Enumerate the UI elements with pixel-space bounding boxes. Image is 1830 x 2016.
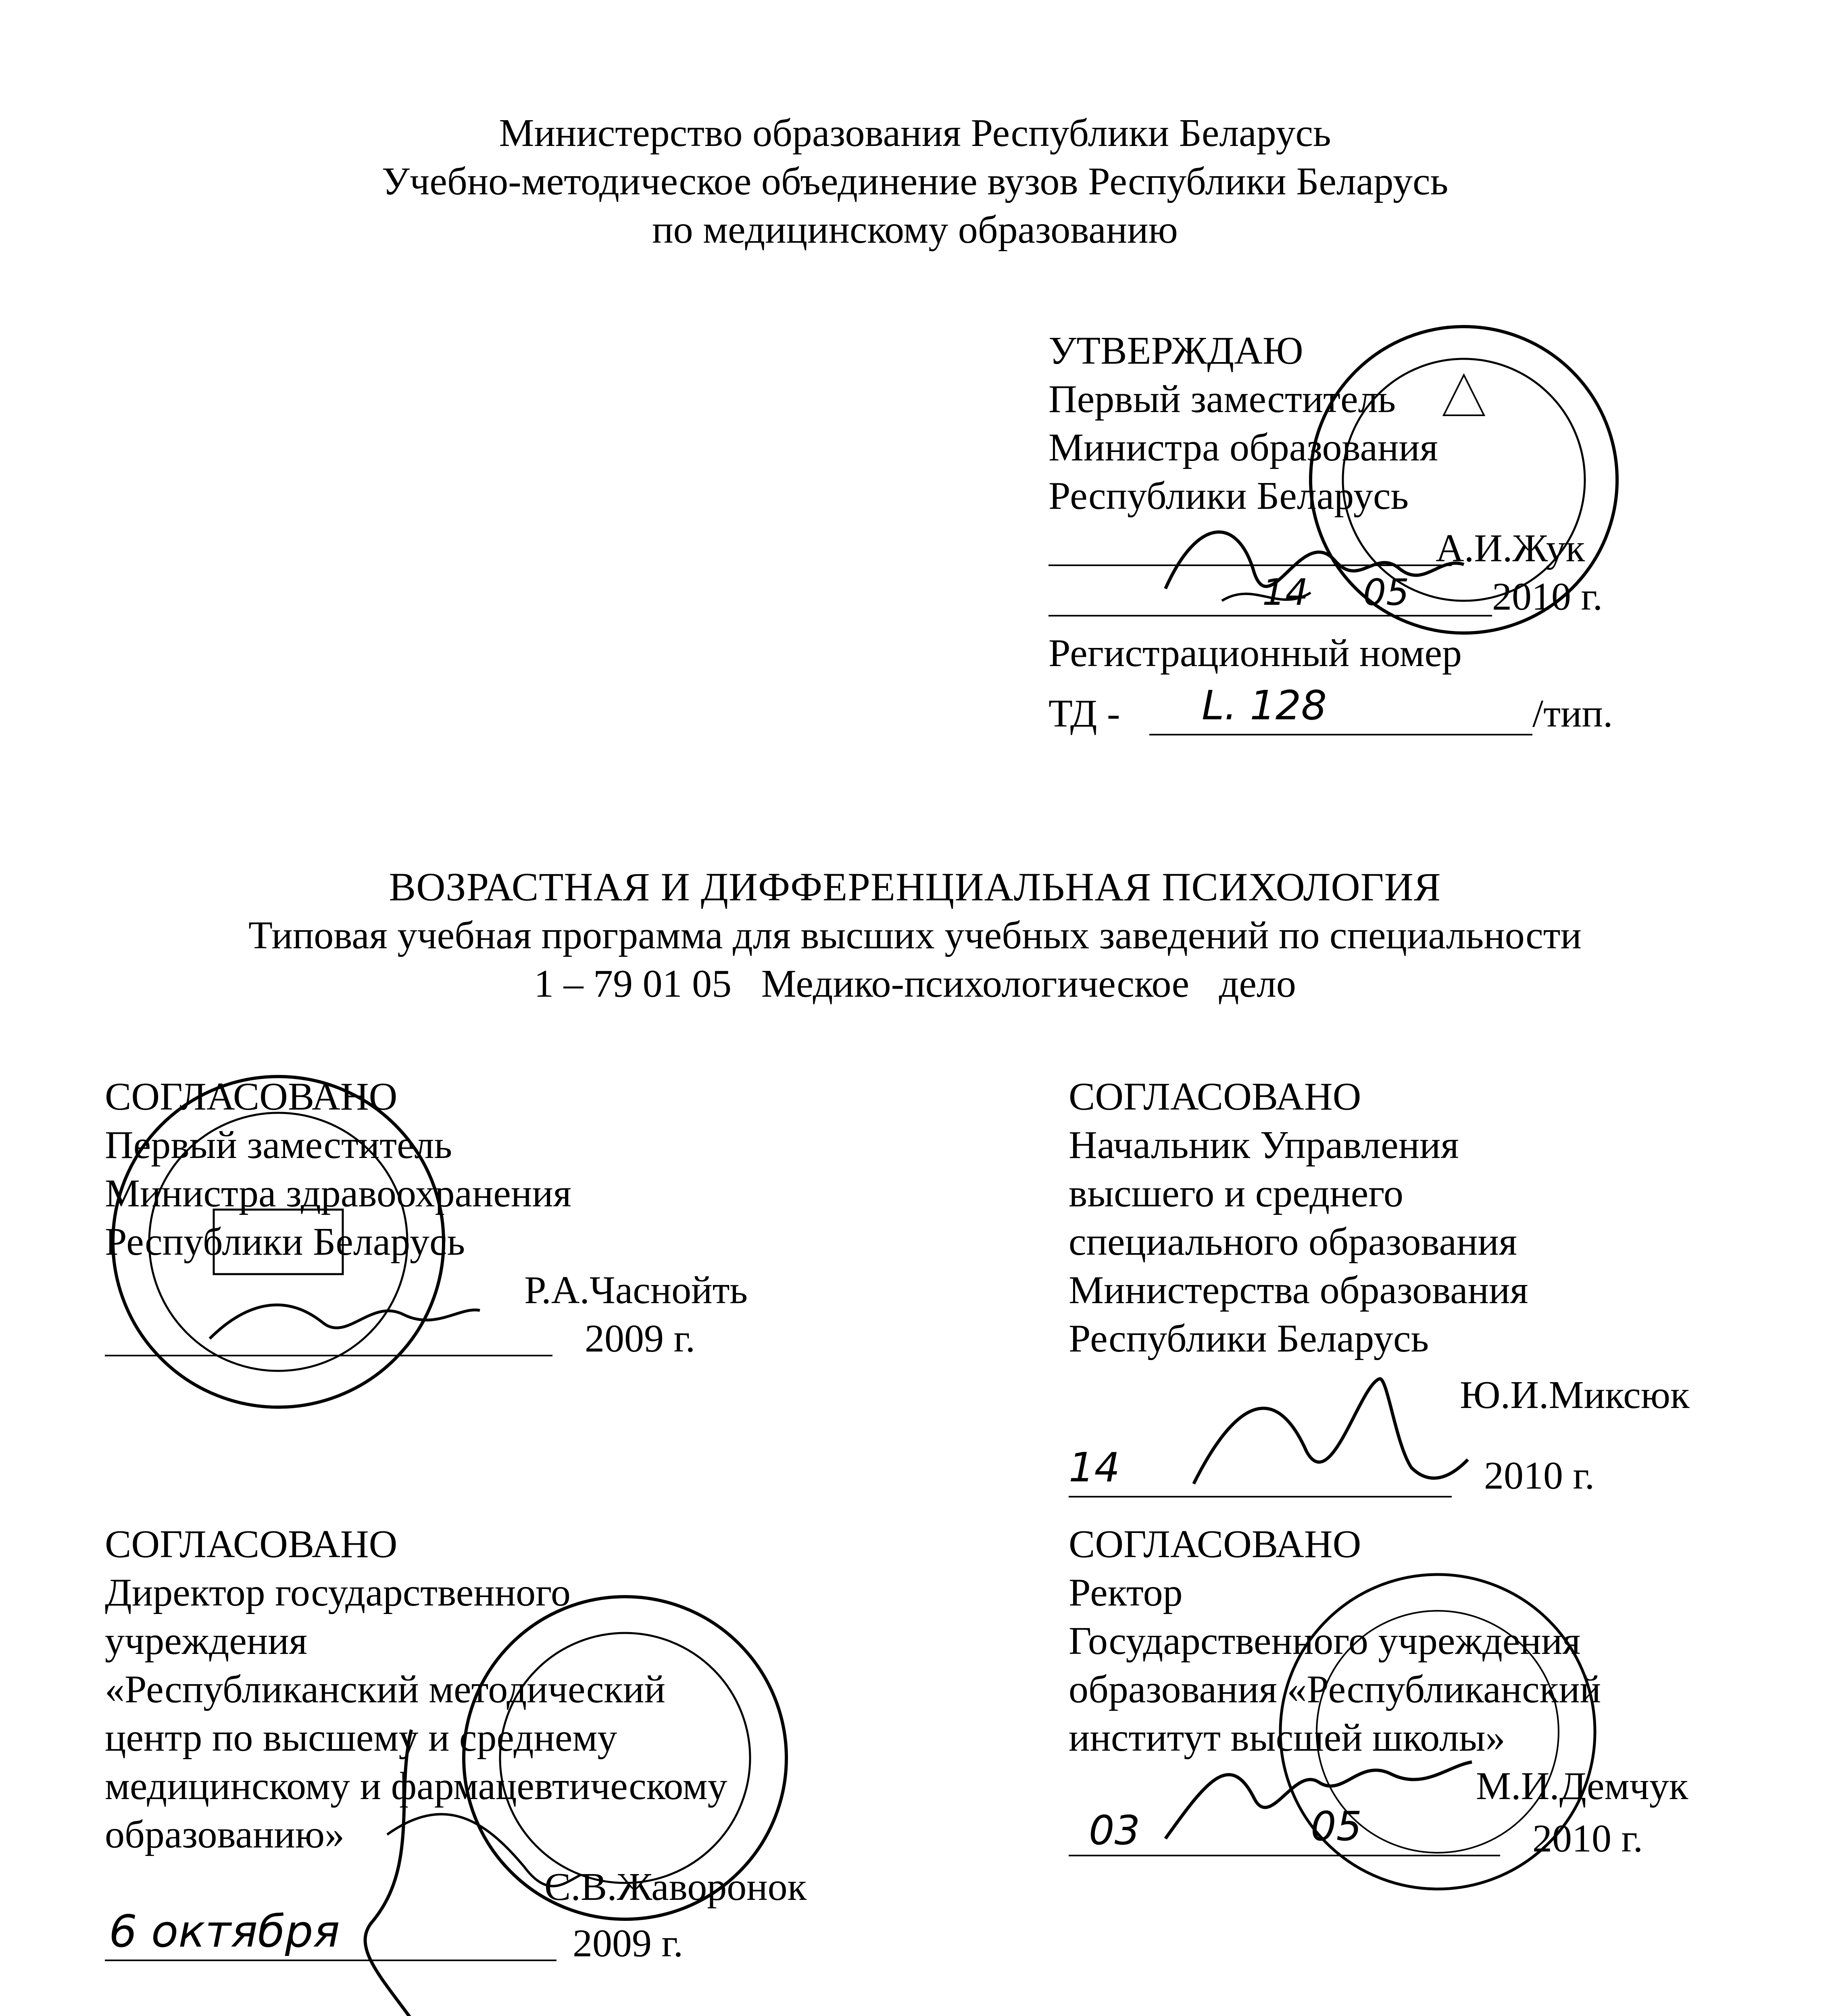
agreed2-line-2: высшего и среднего bbox=[1069, 1172, 1404, 1215]
agreed1-year: 2009 г. bbox=[585, 1317, 696, 1360]
agreed1-date-line bbox=[105, 1355, 552, 1356]
document-subtitle: Типовая учебная программа для высших учебных заведений по специальности bbox=[248, 914, 1582, 957]
agreed3-line-2: учреждения bbox=[105, 1619, 307, 1663]
agreed3-name: С.В.Жаворонок bbox=[544, 1865, 807, 1909]
approval-line-1: Первый заместитель bbox=[1048, 377, 1396, 421]
approval-year: 2010 г. bbox=[1492, 575, 1603, 619]
approval-date-month: 05 bbox=[1363, 571, 1409, 614]
agreed2-year: 2010 г. bbox=[1484, 1454, 1595, 1497]
agreed3-line-3: «Республиканский методический bbox=[105, 1668, 665, 1711]
td-prefix: ТД - bbox=[1048, 692, 1120, 735]
agreed4-line-1: Ректор bbox=[1069, 1571, 1183, 1614]
agreed2-date-day: 14 bbox=[1069, 1444, 1120, 1491]
td-number: L. 128 bbox=[1202, 682, 1327, 729]
agreed4-heading: СОГЛАСОВАНО bbox=[1069, 1522, 1361, 1566]
agreed2-line-4: Министерства образования bbox=[1069, 1268, 1528, 1312]
agreed1-heading: СОГЛАСОВАНО bbox=[105, 1075, 398, 1118]
td-number-line bbox=[1149, 734, 1532, 735]
agreed3-line-1: Директор государственного bbox=[105, 1571, 571, 1614]
agreed3-date: 6 октября bbox=[109, 1906, 340, 1957]
agreed4-date-day: 03 bbox=[1089, 1807, 1140, 1854]
approval-name: А.И.Жук bbox=[1436, 527, 1585, 570]
specialty-code: 1 – 79 01 05 Медико-психологическое дело bbox=[534, 962, 1296, 1006]
approval-line-2: Министра образования bbox=[1048, 426, 1438, 469]
agreed4-line-4: институт высшей школы» bbox=[1069, 1716, 1505, 1760]
document-title: ВОЗРАСТНАЯ И ДИФФЕРЕНЦИАЛЬНАЯ ПСИХОЛОГИЯ bbox=[389, 864, 1441, 909]
agreed1-line-3: Республики Беларусь bbox=[105, 1220, 465, 1264]
agreed2-line-1: Начальник Управления bbox=[1069, 1123, 1459, 1167]
agreed4-line-2: Государственного учреждения bbox=[1069, 1619, 1581, 1663]
agreed4-date-line bbox=[1069, 1855, 1500, 1856]
agreed3-line-6: образованию» bbox=[105, 1813, 345, 1856]
agreed1-signature bbox=[202, 1258, 484, 1363]
agreed3-year: 2009 г. bbox=[573, 1922, 684, 1965]
agreed3-line-4: центр по высшему и среднему bbox=[105, 1716, 617, 1760]
agreed3-line-5: медицинскому и фармацевтическому bbox=[105, 1764, 727, 1808]
approval-line-3: Республики Беларусь bbox=[1048, 474, 1409, 518]
header-association: Учебно-методическое объединение вузов Республики Беларусь bbox=[381, 160, 1449, 203]
agreed2-line-5: Республики Беларусь bbox=[1069, 1317, 1429, 1360]
approval-heading: УТВЕРЖДАЮ bbox=[1048, 329, 1303, 373]
agreed2-signature bbox=[1169, 1363, 1476, 1508]
agreed1-name: Р.А.Часнойть bbox=[524, 1268, 748, 1312]
header-ministry: Министерство образования Республики Беларусь bbox=[499, 111, 1331, 155]
agreed4-year: 2010 г. bbox=[1532, 1817, 1643, 1860]
agreed2-name: Ю.И.Миксюк bbox=[1460, 1373, 1690, 1417]
agreed2-line-3: специального образования bbox=[1069, 1220, 1517, 1264]
agreed1-line-2: Министра здравоохранения bbox=[105, 1172, 571, 1215]
agreed2-date-line bbox=[1069, 1496, 1452, 1497]
approval-date-day: 14 bbox=[1262, 571, 1309, 614]
header-subtitle: по медицинскому образованию bbox=[652, 208, 1178, 252]
agreed4-line-3: образования «Республиканский bbox=[1069, 1668, 1601, 1711]
agreed4-name: М.И.Демчук bbox=[1476, 1764, 1688, 1808]
agreed1-line-1: Первый заместитель bbox=[105, 1123, 452, 1167]
agreed4-date-month: 05 bbox=[1311, 1803, 1362, 1850]
registration-label: Регистрационный номер bbox=[1048, 631, 1462, 675]
agreed3-date-line bbox=[105, 1960, 557, 1961]
agreed2-heading: СОГЛАСОВАНО bbox=[1069, 1075, 1361, 1118]
agreed3-heading: СОГЛАСОВАНО bbox=[105, 1522, 398, 1566]
td-suffix: /тип. bbox=[1532, 692, 1613, 735]
approval-signature-line bbox=[1048, 564, 1452, 566]
